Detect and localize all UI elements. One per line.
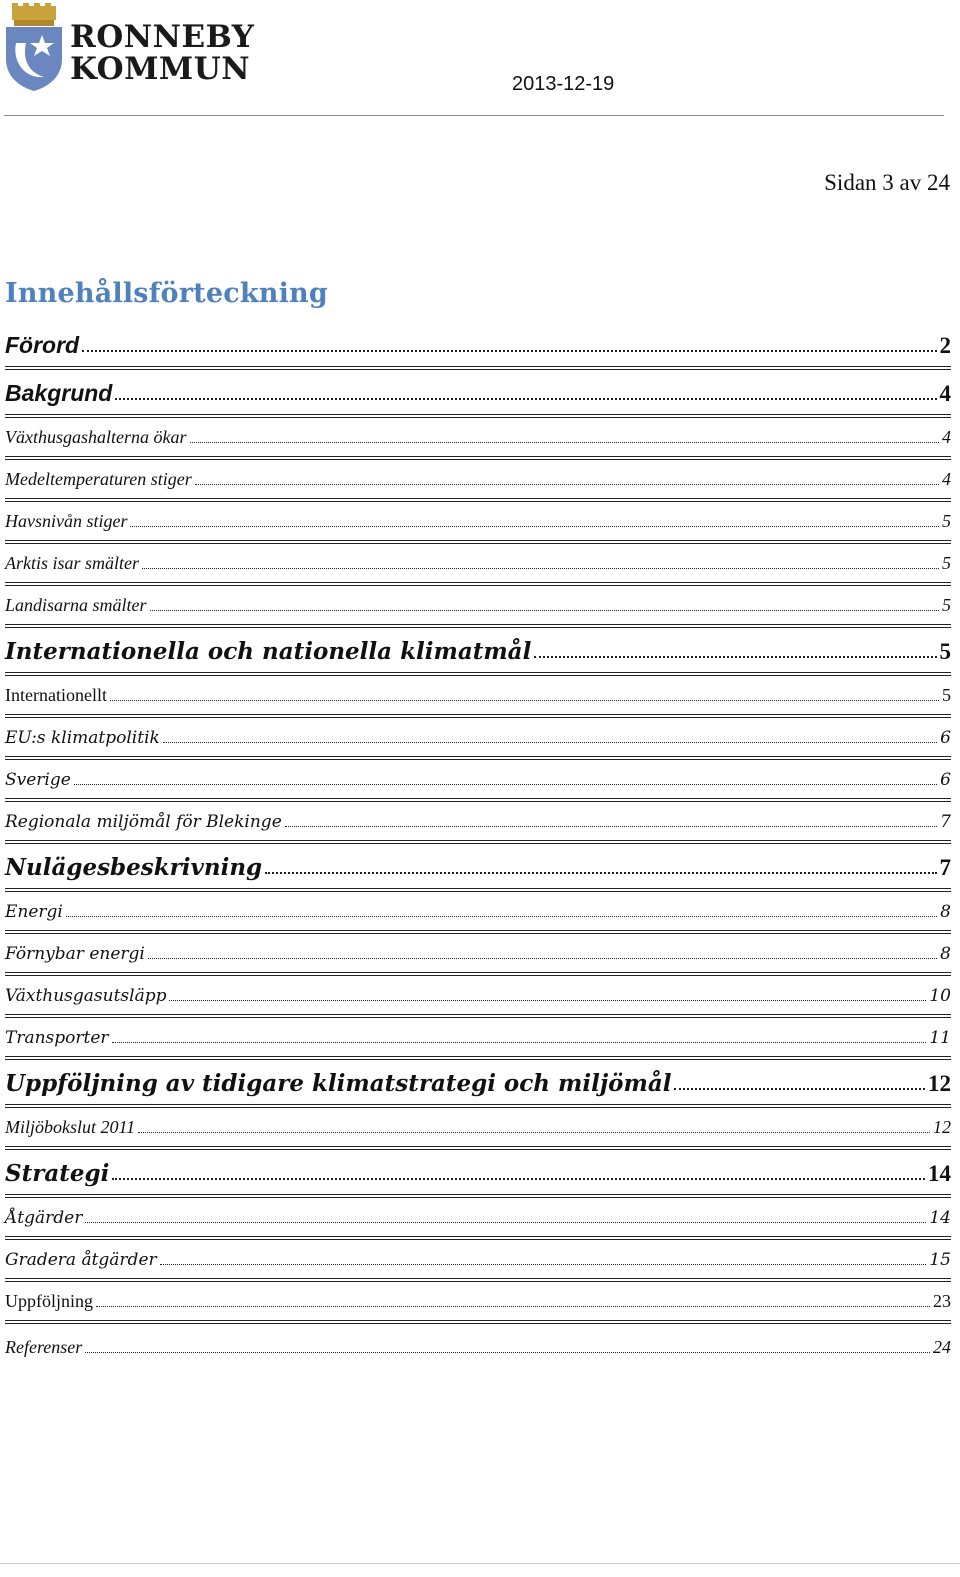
toc-entry-miljobokslut[interactable] (5, 1108, 951, 1150)
toc-entry-transporter[interactable] (5, 1018, 951, 1060)
toc-entry-uppfoljning-tidigare[interactable] (5, 1060, 951, 1108)
toc-entry-label: Åtgärder (5, 1208, 83, 1228)
toc-entry-page: 5 (942, 595, 951, 615)
ronneby-kommun-logo (4, 3, 255, 93)
toc-entry-page: 11 (929, 1028, 951, 1048)
toc-entry-strategi[interactable] (5, 1150, 951, 1198)
page-header (0, 0, 960, 118)
toc-entry-uppfoljning[interactable] (5, 1282, 951, 1324)
toc-entry-page: 6 (940, 728, 951, 748)
toc-entry-page: 12 (933, 1117, 951, 1137)
toc-entry-page: 4 (942, 469, 951, 489)
toc-entry-label: Arktis isar smälter (5, 553, 140, 573)
toc-leader-dots (150, 610, 939, 611)
toc-entry-label: Energi (5, 902, 63, 922)
toc-entry-page: 5 (939, 639, 951, 664)
toc-entry-label: Förnybar energi (5, 944, 145, 964)
toc-title: Innehållsförteckning (5, 278, 328, 309)
toc-leader-dots (285, 826, 937, 827)
toc-leader-dots (148, 958, 937, 959)
table-of-contents (5, 322, 951, 1366)
toc-entry-label: Medeltemperaturen stiger (5, 469, 192, 489)
toc-entry-eu-klimatpolitik[interactable] (5, 718, 951, 760)
toc-leader-dots (130, 526, 939, 527)
toc-entry-atgarder[interactable] (5, 1198, 951, 1240)
toc-entry-fornybar-energi[interactable] (5, 934, 951, 976)
toc-entry-label: Internationella och nationella klimatmål (5, 638, 532, 665)
toc-entry-page: 2 (939, 333, 951, 358)
toc-entry-page: 23 (933, 1291, 951, 1311)
toc-entry-bakgrund[interactable] (5, 370, 951, 418)
toc-entry-label: Referenser (5, 1337, 83, 1357)
toc-entry-forord[interactable] (5, 322, 951, 370)
toc-entry-label: Gradera åtgärder (5, 1250, 157, 1270)
toc-entry-label: Havsnivån stiger (5, 511, 128, 531)
toc-entry-vaxthusgasutslapp[interactable] (5, 976, 951, 1018)
toc-entry-label: Uppföljning av tidigare klimatstrategi och miljömål (5, 1070, 672, 1097)
toc-leader-dots (534, 656, 936, 658)
logo-line-1: RONNEBY (70, 19, 255, 55)
toc-leader-dots (85, 1222, 926, 1223)
toc-leader-dots (169, 1000, 926, 1001)
toc-leader-dots (160, 1264, 927, 1265)
toc-entry-medeltemperaturen[interactable] (5, 460, 951, 502)
toc-entry-page: 4 (939, 381, 951, 406)
toc-entry-internationellt[interactable] (5, 676, 951, 718)
toc-entry-energi[interactable] (5, 892, 951, 934)
toc-entry-page: 5 (942, 511, 951, 531)
toc-leader-dots (190, 442, 940, 443)
toc-entry-label: Bakgrund (5, 380, 113, 406)
toc-entry-regionala-miljomal[interactable] (5, 802, 951, 844)
toc-entry-nulagesbeskrivning[interactable] (5, 844, 951, 892)
toc-entry-page: 7 (939, 855, 951, 880)
toc-entry-label: Strategi (5, 1160, 110, 1187)
toc-entry-label: Transporter (5, 1028, 109, 1048)
toc-entry-gradera-atgarder[interactable] (5, 1240, 951, 1282)
toc-entry-label: Förord (5, 332, 80, 358)
toc-entry-label: Uppföljning (5, 1291, 93, 1311)
toc-entry-page: 4 (942, 427, 951, 447)
toc-entry-arktis[interactable] (5, 544, 951, 586)
toc-entry-label: EU:s klimatpolitik (5, 728, 160, 748)
toc-leader-dots (96, 1306, 930, 1307)
toc-entry-label: Internationellt (5, 685, 107, 705)
toc-leader-dots (112, 1042, 927, 1043)
toc-entry-referenser[interactable] (5, 1324, 951, 1366)
toc-entry-page: 24 (933, 1337, 951, 1357)
toc-entry-label: Nulägesbeskrivning (5, 854, 263, 881)
toc-leader-dots (138, 1132, 930, 1133)
toc-entry-vaxthusgashalterna[interactable] (5, 418, 951, 460)
toc-entry-page: 14 (928, 1161, 951, 1186)
toc-leader-dots (163, 742, 937, 743)
toc-entry-label: Sverige (5, 770, 71, 790)
toc-entry-page: 12 (928, 1071, 951, 1096)
toc-entry-klimatmal[interactable] (5, 628, 951, 676)
toc-entry-label: Växthusgashalterna ökar (5, 427, 187, 447)
toc-entry-label: Regionala miljömål för Blekinge (5, 812, 282, 832)
toc-leader-dots (110, 700, 939, 701)
toc-leader-dots (195, 484, 939, 485)
footer-divider (0, 1563, 960, 1564)
toc-entry-page: 5 (942, 685, 951, 705)
toc-leader-dots (66, 916, 937, 917)
toc-entry-page: 14 (929, 1208, 951, 1228)
header-date: 2013-12-19 (512, 73, 615, 95)
page-number: Sidan 3 av 24 (824, 170, 950, 195)
toc-leader-dots (115, 398, 936, 400)
toc-entry-sverige[interactable] (5, 760, 951, 802)
toc-leader-dots (142, 568, 939, 569)
toc-entry-page: 6 (940, 770, 951, 790)
toc-entry-page: 10 (929, 986, 951, 1006)
toc-leader-dots (112, 1178, 925, 1180)
toc-entry-havsnivan[interactable] (5, 502, 951, 544)
toc-entry-page: 7 (940, 812, 951, 832)
toc-entry-label: Landisarna smälter (5, 595, 147, 615)
toc-leader-dots (674, 1088, 925, 1090)
toc-entry-label: Miljöbokslut 2011 (5, 1117, 136, 1137)
toc-leader-dots (265, 872, 936, 874)
toc-leader-dots (85, 1352, 930, 1353)
header-divider (4, 115, 944, 116)
toc-entry-page: 15 (929, 1250, 951, 1270)
toc-entry-page: 8 (940, 902, 951, 922)
toc-leader-dots (82, 350, 936, 352)
logo-line-2: KOMMUN (70, 51, 251, 87)
toc-entry-page: 8 (940, 944, 951, 964)
toc-entry-landisarna[interactable] (5, 586, 951, 628)
logo-wordmark (70, 21, 254, 85)
toc-leader-dots (74, 784, 937, 785)
toc-entry-label: Växthusgasutsläpp (5, 986, 167, 1006)
toc-entry-page: 5 (942, 553, 951, 573)
coat-of-arms-icon (4, 3, 66, 91)
